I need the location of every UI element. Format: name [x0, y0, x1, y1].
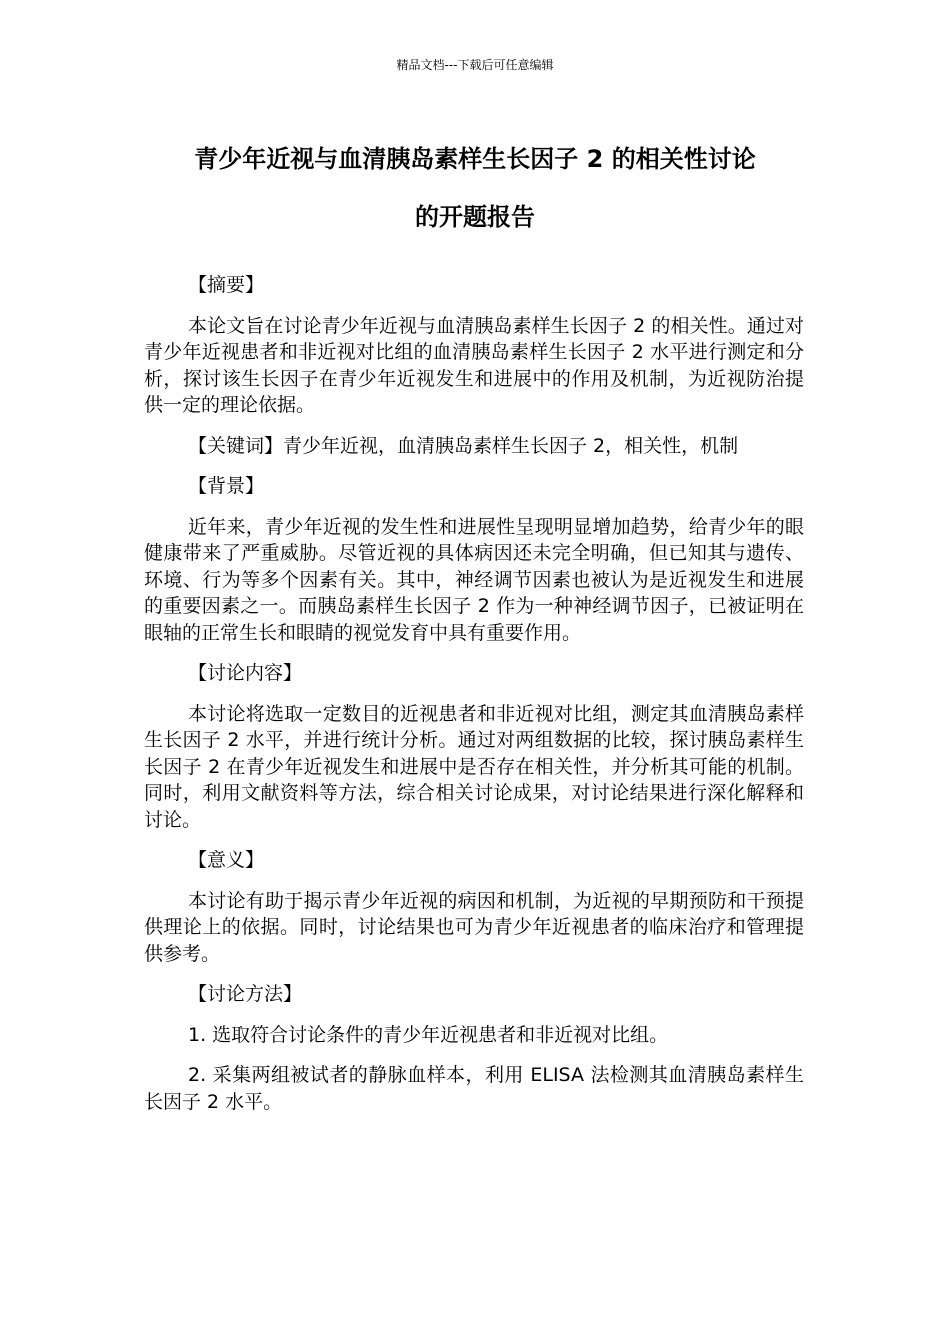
- title-line-1: 青少年近视与血清胰岛素样生长因子 2 的相关性讨论: [194, 145, 756, 173]
- methods-item-2: 2. 采集两组被试者的静脉血样本，利用 ELISA 法检测其血清胰岛素样生长因子 2 水平。: [144, 1064, 804, 1113]
- significance-heading: 【意义】: [188, 849, 265, 871]
- title-line-2: 的开题报告: [415, 203, 535, 231]
- content-heading: 【讨论内容】: [188, 662, 303, 684]
- abstract-paragraph: 本论文旨在讨论青少年近视与血清胰岛素样生长因子 2 的相关性。通过对青少年近视患者和非近视对比组的血清胰岛素样生长因子 2 水平进行测定和分析，探讨该生长因子在青少年近视发生和进展中的作用及机制，为近视防治提供一定的理论依据。: [144, 314, 804, 416]
- significance-paragraph: 本讨论有助于揭示青少年近视的病因和机制，为近视的早期预防和干预提供理论上的依据。同时，讨论结果也可为青少年近视患者的临床治疗和管理提供参考。: [144, 889, 804, 965]
- methods-item-1: 1. 选取符合讨论条件的青少年近视患者和非近视对比组。: [188, 1023, 669, 1046]
- document-title: [130, 130, 820, 246]
- background-paragraph: 近年来，青少年近视的发生性和进展性呈现明显增加趋势，给青少年的眼健康带来了严重威胁。尽管近视的具体病因还未完全明确，但已知其与遗传、环境、行为等多个因素有关。其中，神经调节因素也被认为是近视发生和进展的重要因素之一。而胰岛素样生长因子 2 作为一种神经调节因子，已被证明在眼轴的正常生长和眼睛的视觉发育中具有重要作用。: [144, 515, 804, 644]
- abstract-heading: 【摘要】: [188, 274, 265, 296]
- header-note: 精品文档---下载后可任意编辑: [396, 58, 554, 72]
- background-heading: 【背景】: [188, 475, 265, 497]
- keywords-line: 【关键词】青少年近视，血清胰岛素样生长因子 2，相关性，机制: [188, 434, 739, 457]
- content-paragraph: 本讨论将选取一定数目的近视患者和非近视对比组，测定其血清胰岛素样生长因子 2 水平，并进行统计分析。通过对两组数据的比较，探讨胰岛素样生长因子 2 在青少年近视发生和进展中是否存在相关性，并分析其可能的机制。同时，利用文献资料等方法，综合相关讨论成果，对讨论结果进行深化解释和讨论。: [144, 702, 804, 831]
- methods-heading: 【讨论方法】: [188, 983, 303, 1005]
- document-body: [144, 272, 804, 1129]
